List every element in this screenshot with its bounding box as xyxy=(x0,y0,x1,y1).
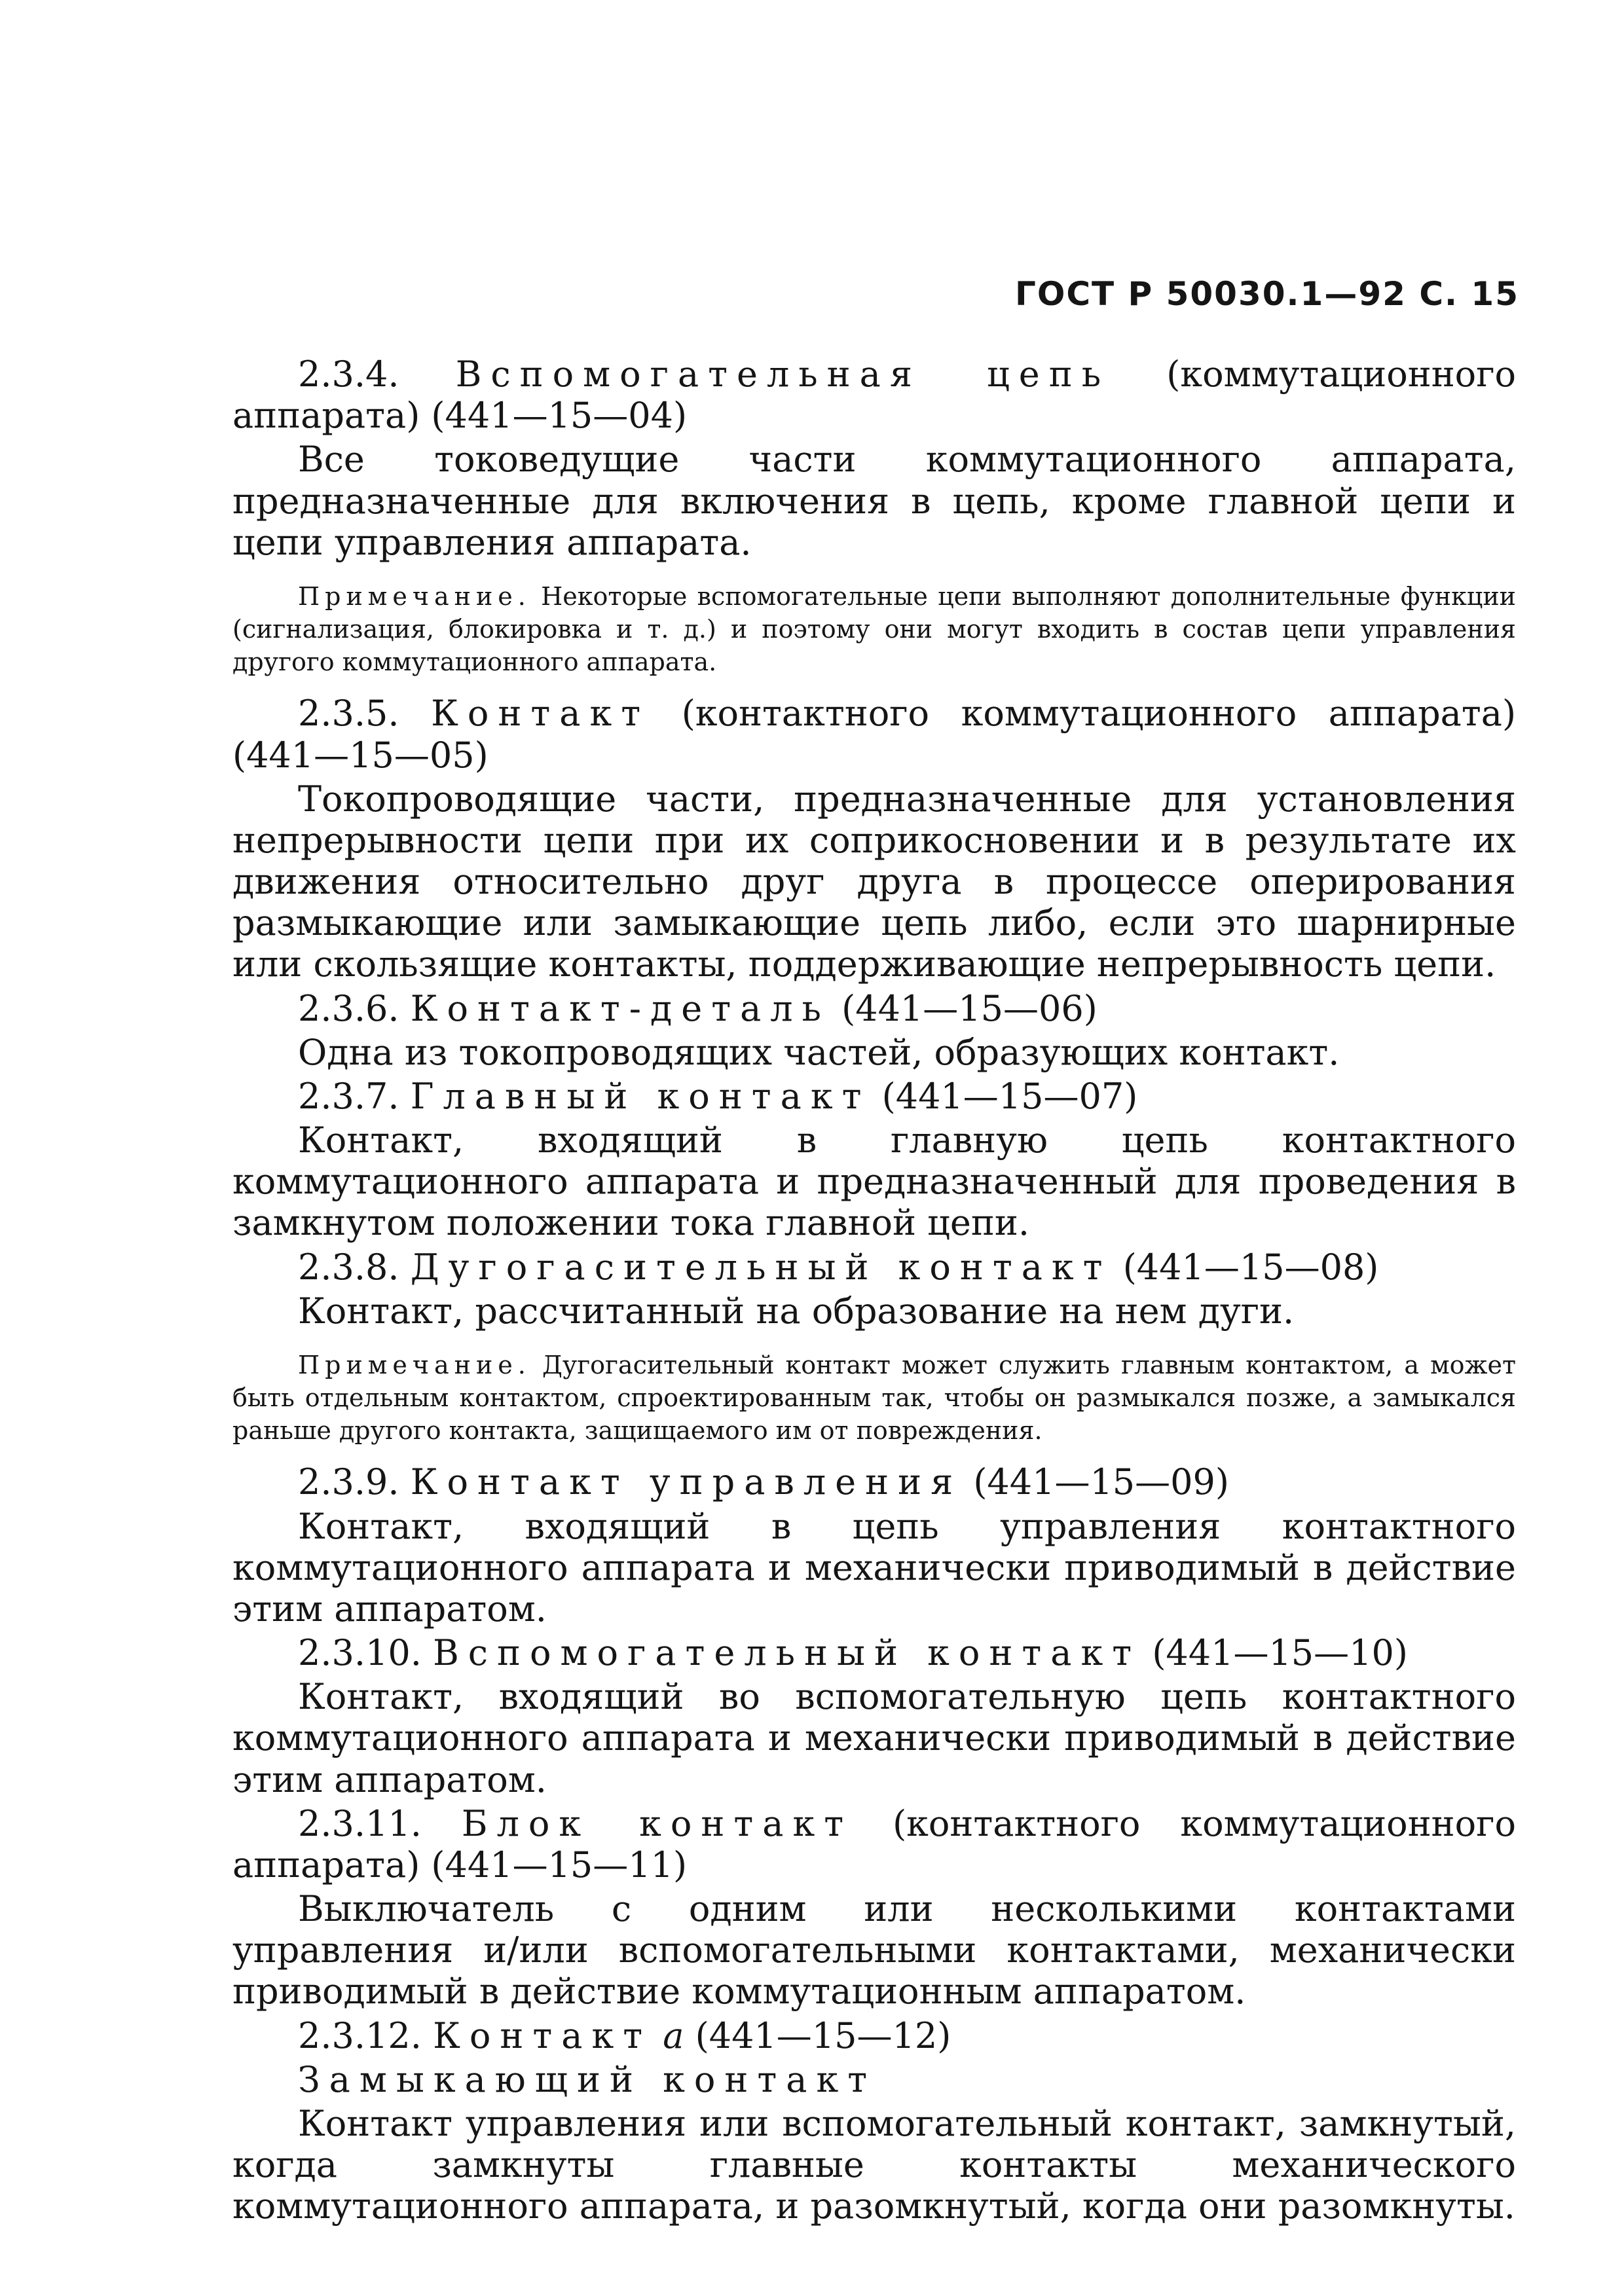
definition-2-3-12: Контакт управления или вспомогательный контакт, замкнутый, когда замкнуты главные контакты механического коммутационного аппарата, и разомкнутый, когда они разомкнуты. xyxy=(232,2102,1516,2227)
term: Контакт управления xyxy=(410,1461,963,1503)
note-text: Некоторые вспомогательные цепи выполняют дополнительные функции (сигнализация, блокировка и т. д.) и поэтому они могут входить в состав цепи управления другого коммутационного аппарата. xyxy=(232,581,1516,677)
section-heading-2-3-4 xyxy=(232,354,1516,436)
section-heading-2-3-12 xyxy=(232,2015,1516,2056)
note-2-3-8 xyxy=(232,1349,1516,1447)
section-number: 2.3.6. xyxy=(298,987,399,1029)
section-number: 2.3.4. xyxy=(298,354,399,395)
term: Контакт xyxy=(433,2014,652,2056)
term-ref: (441—15—10) xyxy=(1152,1632,1408,1674)
note-label: Примечание. xyxy=(298,581,531,611)
definition-2-3-6: Одна из токопроводящих частей, образующих контакт. xyxy=(298,1031,1340,1073)
definition-2-3-5: Токопроводящие части, предназначенные для установления непрерывности цепи при их соприкосновении и в результате их движения относительно друг друга в процессе оперирования размыкающие или замыкающие цепь либо, если это шарнирные или скользящие контакты, поддерживающие непрерывность цепи. xyxy=(232,778,1516,985)
definition-2-3-10: Контакт, входящий во вспомогательную цепь контактного коммутационного аппарата и механически приводимый в действие этим аппаратом. xyxy=(232,1676,1516,1800)
term: Главный контакт xyxy=(410,1075,871,1117)
definition-2-3-8: Контакт, рассчитанный на образование на нем дуги. xyxy=(298,1290,1295,1332)
section-heading-2-3-8 xyxy=(232,1247,1516,1288)
term: Контакт-деталь xyxy=(410,987,830,1029)
section-number: 2.3.7. xyxy=(298,1075,399,1117)
term-ref: (441—15—08) xyxy=(1122,1246,1379,1288)
term: Вспомогательная цепь xyxy=(455,354,1111,395)
note-label: Примечание. xyxy=(298,1350,531,1379)
term: Контакт xyxy=(431,693,650,735)
section-number: 2.3.12. xyxy=(298,2014,422,2056)
term-italic: a xyxy=(663,2014,684,2056)
term-ref: (441—15—12) xyxy=(695,2014,951,2056)
definition-2-3-11: Выключатель с одним или несколькими контактами управления и/или вспомогательными контактами, механически приводимый в действие коммутационным аппаратом. xyxy=(232,1888,1516,2013)
section-heading-2-3-9 xyxy=(232,1461,1516,1503)
page-header: ГОСТ Р 50030.1—92 С. 15 xyxy=(1014,275,1519,313)
term-ref: (контактного коммутационного аппарата) (441—15—11) xyxy=(232,1802,1516,1886)
term: Дугогасительный контакт xyxy=(410,1246,1112,1288)
term-ref: (441—15—07) xyxy=(881,1075,1138,1117)
section-heading-2-3-6 xyxy=(232,988,1516,1029)
note-2-3-4 xyxy=(232,580,1516,678)
section-number: 2.3.10. xyxy=(298,1632,422,1674)
document-body xyxy=(232,354,1516,2229)
term: Вспомогательный контакт xyxy=(433,1632,1141,1674)
section-number: 2.3.11. xyxy=(298,1802,422,1844)
section-heading-2-3-7 xyxy=(232,1076,1516,1117)
section-number: 2.3.8. xyxy=(298,1246,399,1288)
definition-2-3-9: Контакт, входящий в цепь управления контактного коммутационного аппарата и механически приводимый в действие этим аппаратом. xyxy=(232,1505,1516,1630)
term-ref: (коммутационного аппарата) (441—15—04) xyxy=(232,354,1516,437)
section-heading-2-3-11 xyxy=(232,1803,1516,1886)
term-ref: (441—15—09) xyxy=(973,1461,1229,1503)
note-text: Дугогасительный контакт может служить главным контактом, а может быть отдельным контактом, спроектированным так, чтобы он размыкался позже, а замыкался раньше другого контакта, защищаемого им от повреждения. xyxy=(232,1350,1516,1446)
term-ref: (441—15—06) xyxy=(841,987,1098,1029)
definition-2-3-4: Все токоведущие части коммутационного аппарата, предназначенные для включения в цепь, кроме главной цепи и цепи управления аппарата. xyxy=(232,439,1516,563)
section-number: 2.3.9. xyxy=(298,1461,399,1503)
section-heading-2-3-5 xyxy=(232,693,1516,775)
term-ref: (контактного коммутационного аппарата) (441—15—05) xyxy=(232,693,1517,776)
term: Блок контакт xyxy=(461,1802,853,1844)
alt-term: Замыкающий контакт xyxy=(298,2058,877,2100)
definition-2-3-7: Контакт, входящий в главную цепь контактного коммутационного аппарата и предназначенный для проведения в замкнутом положении тока главной цепи. xyxy=(232,1120,1516,1244)
section-heading-2-3-10 xyxy=(232,1632,1516,1673)
alt-term-2-3-12 xyxy=(232,2059,1516,2100)
section-number: 2.3.5. xyxy=(298,693,399,735)
